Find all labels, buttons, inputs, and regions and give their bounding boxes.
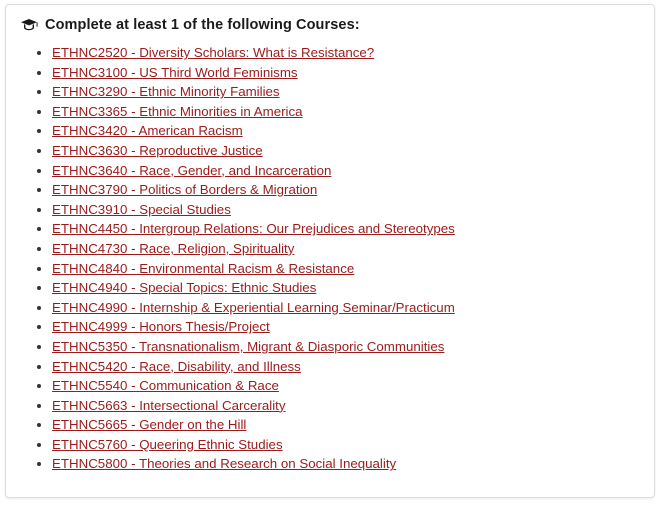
course-link[interactable]: ETHNC4730 - Race, Religion, Spirituality: [52, 240, 295, 256]
list-item: [52, 415, 654, 435]
course-link[interactable]: ETHNC5350 - Transnationalism, Migrant & Diasporic Communities: [52, 338, 445, 354]
course-link[interactable]: ETHNC4999 - Honors Thesis/Project: [52, 319, 270, 335]
list-item: [52, 396, 654, 416]
list-item: [52, 357, 654, 377]
course-link[interactable]: ETHNC3640 - Race, Gender, and Incarceration: [52, 162, 332, 178]
course-link[interactable]: ETHNC5663 - Intersectional Carcerality: [52, 397, 286, 413]
course-link[interactable]: ETHNC5540 - Communication & Race: [52, 378, 279, 394]
list-item: [52, 298, 654, 318]
list-item: [52, 278, 654, 298]
course-link[interactable]: ETHNC5760 - Queering Ethnic Studies: [52, 436, 283, 452]
panel-title: Complete at least 1 of the following Courses:: [45, 17, 360, 33]
list-item: [52, 317, 654, 337]
list-item: [52, 161, 654, 181]
course-link[interactable]: ETHNC3420 - American Racism: [52, 123, 243, 139]
list-item: [52, 141, 654, 161]
course-link[interactable]: ETHNC5665 - Gender on the Hill: [52, 417, 247, 433]
list-item: [52, 454, 654, 474]
course-link[interactable]: ETHNC3790 - Politics of Borders & Migration: [52, 182, 318, 198]
course-requirement-panel: [5, 4, 655, 498]
panel-header: [6, 5, 654, 37]
course-list: [6, 43, 654, 474]
list-item: [52, 43, 654, 63]
list-item: [52, 219, 654, 239]
course-link[interactable]: ETHNC4990 - Internship & Experiential Learning Seminar/Practicum: [52, 299, 455, 315]
list-item: [52, 259, 654, 279]
list-item: [52, 239, 654, 259]
list-item: [52, 200, 654, 220]
list-item: [52, 63, 654, 83]
course-link[interactable]: ETHNC4450 - Intergroup Relations: Our Prejudices and Stereotypes: [52, 221, 455, 237]
course-link[interactable]: ETHNC3910 - Special Studies: [52, 201, 231, 217]
course-link[interactable]: ETHNC2520 - Diversity Scholars: What is Resistance?: [52, 45, 375, 60]
course-link[interactable]: ETHNC4840 - Environmental Racism & Resistance: [52, 260, 355, 276]
course-link[interactable]: ETHNC5800 - Theories and Research on Social Inequality: [52, 456, 397, 472]
course-link[interactable]: ETHNC5420 - Race, Disability, and Illness: [52, 358, 301, 374]
list-item: [52, 376, 654, 396]
list-item: [52, 337, 654, 357]
list-item: [52, 180, 654, 200]
course-link[interactable]: ETHNC3100 - US Third World Feminisms: [52, 64, 298, 80]
course-link[interactable]: ETHNC4940 - Special Topics: Ethnic Studies: [52, 280, 317, 296]
list-item: [52, 82, 654, 102]
course-link[interactable]: ETHNC3365 - Ethnic Minorities in America: [52, 103, 303, 119]
course-link[interactable]: ETHNC3290 - Ethnic Minority Families: [52, 84, 280, 100]
course-link[interactable]: ETHNC3630 - Reproductive Justice: [52, 142, 263, 158]
list-item: [52, 102, 654, 122]
list-item: [52, 121, 654, 141]
list-item: [52, 435, 654, 455]
graduation-cap-icon: [20, 18, 38, 32]
